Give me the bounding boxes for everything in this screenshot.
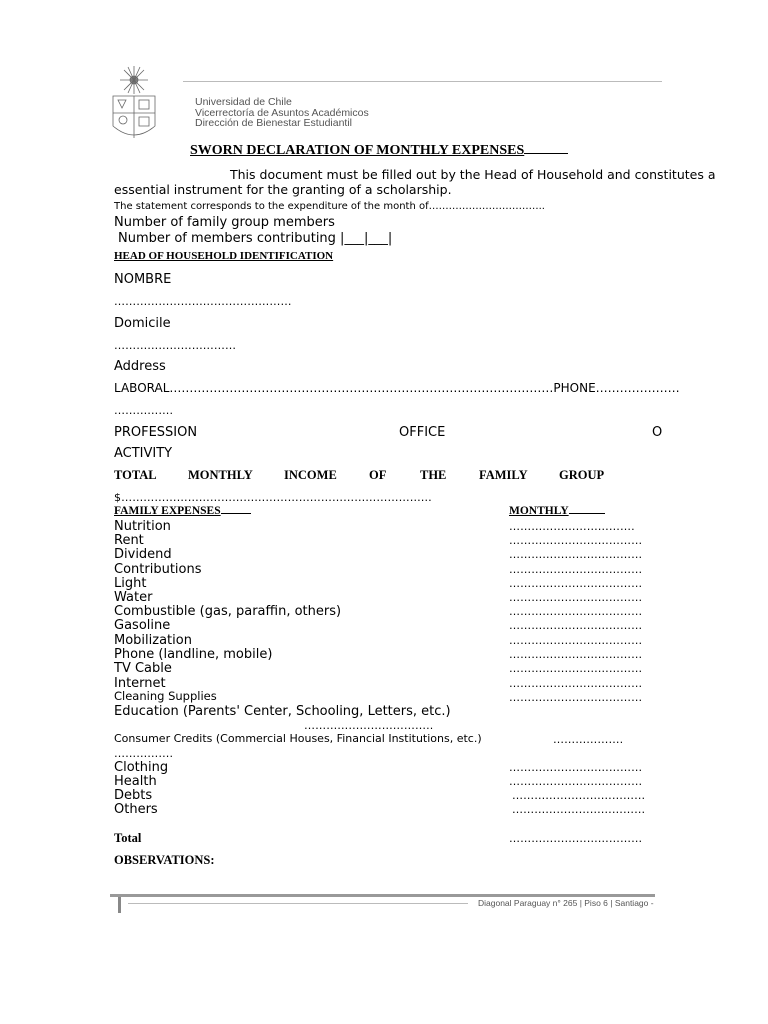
monthly-header: MONTHLY bbox=[509, 505, 605, 517]
expense-dots: ……………………………… bbox=[509, 677, 643, 690]
total-income-monthly: MONTHLY bbox=[188, 468, 253, 482]
university-name: Universidad de Chile bbox=[195, 96, 292, 108]
total-income-of: OF bbox=[369, 468, 387, 482]
statement-month: The statement corresponds to the expenditure of the month of…………………………….. bbox=[114, 201, 545, 212]
head-section-title: HEAD OF HOUSEHOLD IDENTIFICATION bbox=[114, 250, 334, 262]
expense-dots: ……………………………… bbox=[512, 789, 646, 802]
total-income-group: GROUP bbox=[559, 468, 605, 482]
expense-dots: ……………………………… bbox=[509, 534, 643, 547]
expense-dots: ……………………………… bbox=[509, 634, 643, 647]
vicerrectoria-name: Vicerrectoría de Asuntos Académicos bbox=[195, 107, 369, 119]
total-income-family: FAMILY bbox=[479, 468, 528, 482]
expense-label: Clothing bbox=[114, 760, 169, 775]
expense-label: Light bbox=[114, 576, 147, 591]
members-contributing-label: Number of members contributing |___|___| bbox=[118, 231, 393, 246]
expense-dots: ……………………………… bbox=[509, 648, 643, 661]
consumer-credits-dots: ………………. bbox=[553, 733, 624, 746]
direccion-name: Dirección de Bienestar Estudiantil bbox=[195, 117, 352, 129]
expense-dots: ……………………………… bbox=[512, 803, 646, 816]
profession-word: PROFESSION bbox=[114, 425, 198, 440]
laboral-phone-line: LABORAL……………………………………………………………………………………PHONE………………… bbox=[114, 381, 680, 395]
expense-dots: ……………………………… bbox=[509, 761, 643, 774]
expense-label: Contributions bbox=[114, 562, 202, 577]
laboral-continuation: ……………. bbox=[114, 404, 174, 417]
total-income-the: THE bbox=[420, 468, 447, 482]
intro-line-1: This document must be filled out by the Head of Household and constitutes a bbox=[230, 167, 716, 182]
expense-label: Rent bbox=[114, 533, 144, 548]
nombre-label: NOMBRE bbox=[114, 272, 172, 287]
activity-word: ACTIVITY bbox=[114, 446, 173, 461]
expense-label: Water bbox=[114, 590, 153, 605]
expense-label: Dividend bbox=[114, 547, 172, 562]
expense-dots: ……………………………… bbox=[509, 691, 643, 704]
education-dots: …………………………….. bbox=[304, 719, 434, 732]
family-expenses-header: FAMILY EXPENSES bbox=[114, 505, 251, 517]
footer-rule-thick bbox=[110, 894, 655, 897]
expense-dots: ……………………………… bbox=[509, 548, 643, 561]
expense-label: Health bbox=[114, 774, 157, 789]
expense-label: Others bbox=[114, 802, 158, 817]
o-word: O bbox=[652, 425, 663, 440]
observations-label: OBSERVATIONS: bbox=[114, 853, 215, 867]
university-logo bbox=[108, 66, 160, 144]
footer-address: Diagonal Paraguay n° 265 | Piso 6 | Santiago - bbox=[478, 898, 654, 908]
total-income-income: INCOME bbox=[284, 468, 337, 482]
expense-label: Phone (landline, mobile) bbox=[114, 647, 273, 662]
document-title: SWORN DECLARATION OF MONTHLY EXPENSES bbox=[190, 143, 568, 159]
expense-label: Debts bbox=[114, 788, 153, 803]
expense-label: Internet bbox=[114, 676, 166, 691]
expense-label: Combustible (gas, paraffin, others) bbox=[114, 604, 342, 619]
expense-label: Mobilization bbox=[114, 633, 192, 648]
expense-dots: ……………………………… bbox=[509, 591, 643, 604]
expense-dots: ……………………………… bbox=[509, 662, 643, 675]
expense-dots: ……………………………. bbox=[509, 520, 635, 533]
total-dots: ……………………………… bbox=[509, 832, 643, 845]
domicile-label: Domicile bbox=[114, 316, 171, 331]
expense-label: TV Cable bbox=[114, 661, 172, 676]
total-income-dots: $………………………………………………………………………… bbox=[114, 491, 432, 504]
expense-dots: ……………………………… bbox=[509, 605, 643, 618]
expense-label: Gasoline bbox=[114, 618, 171, 633]
nombre-dots: ………………………………………… bbox=[114, 295, 292, 308]
address-label: Address bbox=[114, 359, 166, 374]
consumer-credits-label: Consumer Credits (Commercial Houses, Financial Institutions, etc.) bbox=[114, 732, 482, 745]
expense-dots: ……………………………… bbox=[509, 563, 643, 576]
expense-label: Nutrition bbox=[114, 519, 171, 534]
expense-dots: ……………………………… bbox=[509, 775, 643, 788]
family-members-label: Number of family group members bbox=[114, 215, 335, 230]
footer-rule-thin bbox=[128, 903, 468, 904]
total-label: Total bbox=[114, 831, 142, 845]
expense-dots: ……………………………… bbox=[509, 577, 643, 590]
total-income-total: TOTAL bbox=[114, 468, 157, 482]
office-word: OFFICE bbox=[399, 425, 446, 440]
header-rule bbox=[183, 81, 662, 82]
education-label: Education (Parents' Center, Schooling, Letters, etc.) bbox=[114, 704, 451, 719]
domicile-dots: …………………………… bbox=[114, 339, 237, 352]
expense-dots: ……………………………… bbox=[509, 619, 643, 632]
footer-tick bbox=[118, 897, 121, 913]
consumer-credits-continuation: ……………. bbox=[114, 747, 174, 760]
expense-label: Cleaning Supplies bbox=[114, 689, 217, 703]
intro-line-2: essential instrument for the granting of a scholarship. bbox=[114, 182, 452, 197]
